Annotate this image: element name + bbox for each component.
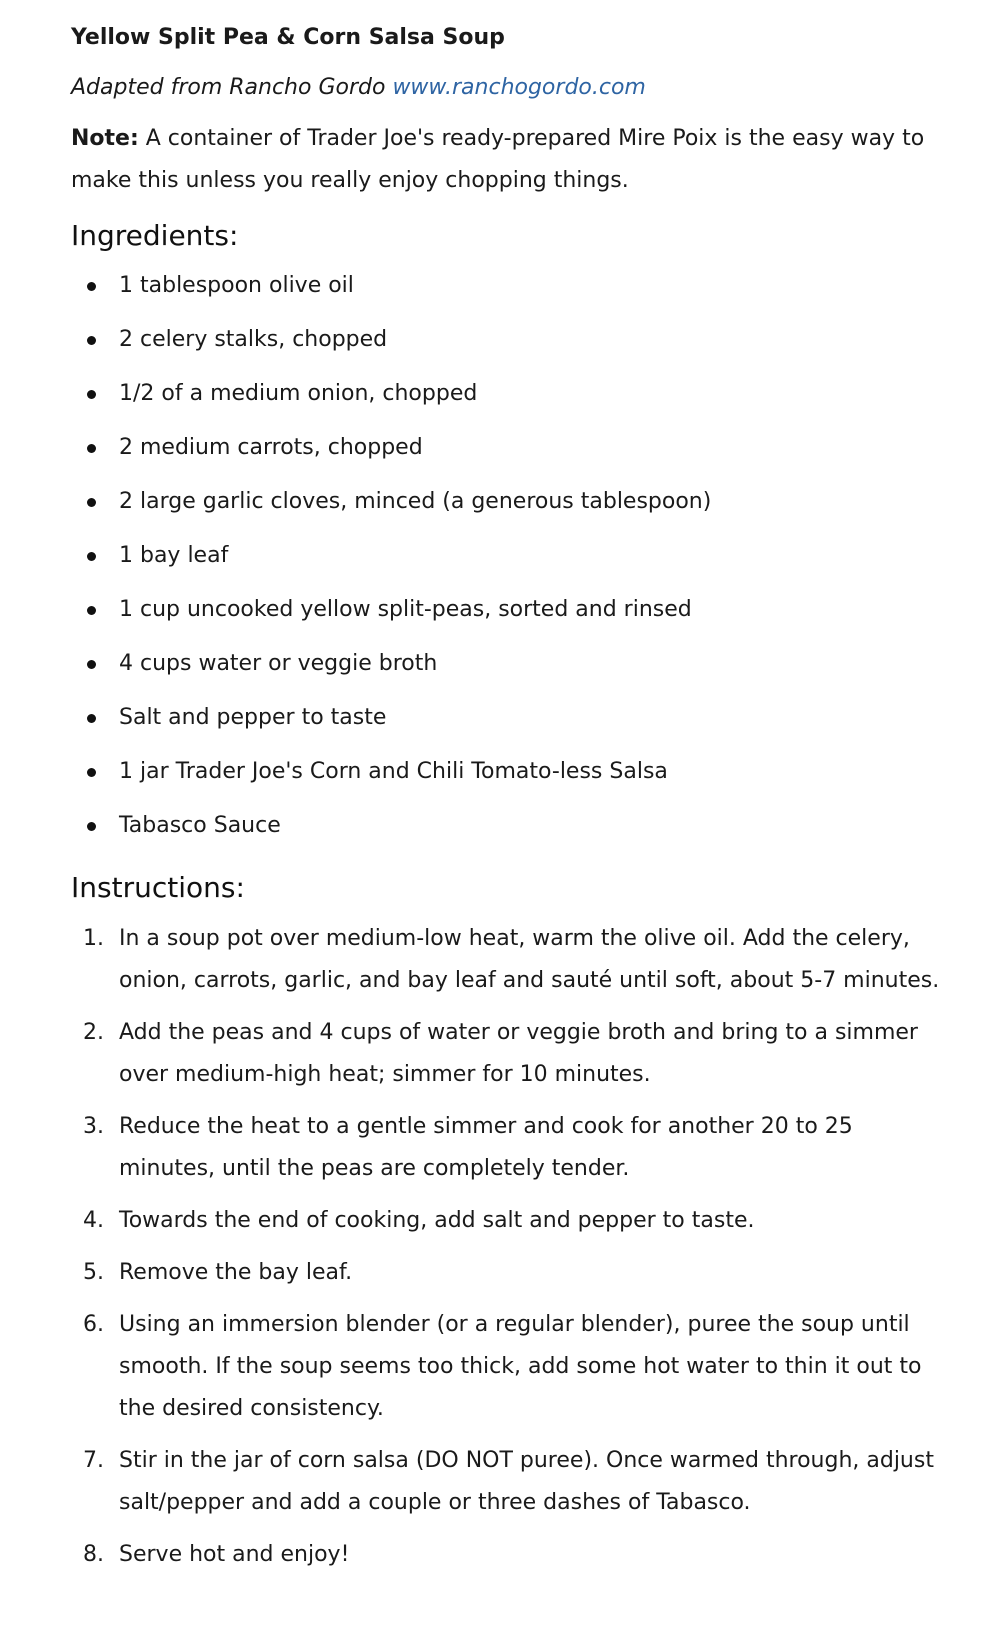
step-text: Stir in the jar of corn salsa (DO NOT puree). Once warmed through, adjust salt/pepper and add a couple or three dashes of Tabasco. <box>119 1448 934 1515</box>
ingredient-item <box>71 590 954 630</box>
ingredient-item <box>71 374 954 414</box>
instructions-heading: Instructions: <box>71 871 245 904</box>
step-number: 8. <box>83 1542 104 1567</box>
step-text: Towards the end of cooking, add salt and pepper to taste. <box>119 1208 755 1233</box>
ingredient-text: 1/2 of a medium onion, chopped <box>119 381 478 406</box>
step-number: 4. <box>83 1208 104 1233</box>
source-link[interactable]: www.ranchogordo.com <box>392 75 646 100</box>
ingredient-text: 1 tablespoon olive oil <box>119 273 354 298</box>
ingredient-item <box>71 428 954 468</box>
bullet-icon <box>87 768 96 777</box>
instruction-step <box>71 1304 954 1430</box>
ingredient-item <box>71 482 954 522</box>
ingredient-text: Tabasco Sauce <box>119 813 281 838</box>
bullet-icon <box>87 336 96 345</box>
ingredient-item <box>71 536 954 576</box>
bullet-icon <box>87 822 96 831</box>
recipe-attribution <box>71 68 954 108</box>
ingredient-item <box>71 806 954 846</box>
bullet-icon <box>87 552 96 561</box>
step-text: Using an immersion blender (or a regular blender), puree the soup until smooth. If the soup seems too thick, add some hot water to thin it out to the desired consistency. <box>119 1312 922 1421</box>
note-text: A container of Trader Joe's ready-prepared Mire Poix is the easy way to make this unless you really enjoy chopping things. <box>71 126 925 193</box>
attribution-prefix: Adapted from Rancho Gordo <box>71 75 393 100</box>
instruction-step <box>71 1534 954 1576</box>
ingredient-text: 2 celery stalks, chopped <box>119 327 388 352</box>
step-text: Remove the bay leaf. <box>119 1260 353 1285</box>
recipe-note <box>71 118 931 202</box>
instruction-step <box>71 1012 954 1096</box>
instruction-step <box>71 1106 954 1190</box>
ingredients-list <box>71 266 954 846</box>
instructions-list <box>71 918 954 1576</box>
step-number: 5. <box>83 1260 104 1285</box>
ingredients-heading: Ingredients: <box>71 219 239 252</box>
ingredient-item <box>71 266 954 306</box>
bullet-icon <box>87 498 96 507</box>
bullet-icon <box>87 390 96 399</box>
step-number: 1. <box>83 926 104 951</box>
ingredient-text: 2 medium carrots, chopped <box>119 435 423 460</box>
ingredient-text: 1 jar Trader Joe's Corn and Chili Tomato-less Salsa <box>119 759 668 784</box>
ingredient-text: 4 cups water or veggie broth <box>119 651 438 676</box>
bullet-icon <box>87 714 96 723</box>
instruction-step <box>71 918 954 1002</box>
ingredient-item <box>71 752 954 792</box>
step-text: In a soup pot over medium-low heat, warm the olive oil. Add the celery, onion, carrots, garlic, and bay leaf and sauté until soft, about 5-7 minutes. <box>119 926 940 993</box>
step-text: Serve hot and enjoy! <box>119 1542 350 1567</box>
step-number: 6. <box>83 1312 104 1337</box>
bullet-icon <box>87 444 96 453</box>
recipe-title: Yellow Split Pea & Corn Salsa Soup <box>71 25 505 50</box>
instruction-step <box>71 1200 954 1242</box>
step-number: 3. <box>83 1114 104 1139</box>
bullet-icon <box>87 660 96 669</box>
step-text: Add the peas and 4 cups of water or veggie broth and bring to a simmer over medium-high heat; simmer for 10 minutes. <box>119 1020 918 1087</box>
ingredient-item <box>71 644 954 684</box>
bullet-icon <box>87 282 96 291</box>
note-label: Note: <box>71 126 139 151</box>
bullet-icon <box>87 606 96 615</box>
ingredient-text: 1 cup uncooked yellow split-peas, sorted and rinsed <box>119 597 692 622</box>
step-number: 2. <box>83 1020 104 1045</box>
ingredient-text: 1 bay leaf <box>119 543 229 568</box>
ingredient-text: 2 large garlic cloves, minced (a generous tablespoon) <box>119 489 712 514</box>
ingredient-text: Salt and pepper to taste <box>119 705 387 730</box>
ingredient-item <box>71 698 954 738</box>
instruction-step <box>71 1252 954 1294</box>
step-text: Reduce the heat to a gentle simmer and cook for another 20 to 25 minutes, until the peas are completely tender. <box>119 1114 853 1181</box>
instruction-step <box>71 1440 954 1524</box>
ingredient-item <box>71 320 954 360</box>
step-number: 7. <box>83 1448 104 1473</box>
